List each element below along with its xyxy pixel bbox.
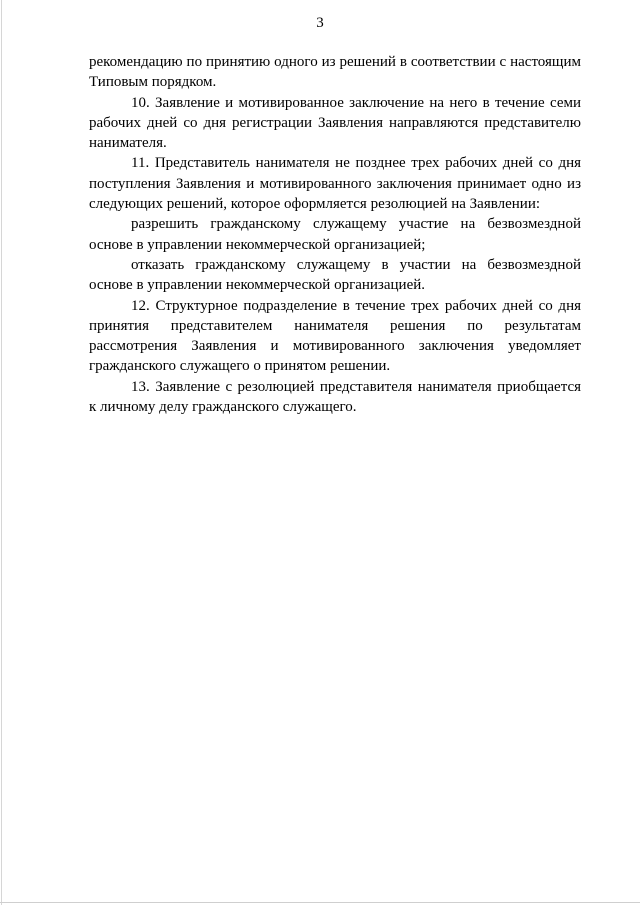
- paragraph-item-13: 13. Заявление с резолюцией представителя нанимателя приобщается к личному делу гражданского служащего.: [89, 378, 581, 416]
- paragraph-item-10: 10. Заявление и мотивированное заключение на него в течение семи рабочих дней со дня регистрации Заявления направляются представителю нанимателя.: [89, 94, 581, 152]
- paragraph-item-11: 11. Представитель нанимателя не позднее трех рабочих дней со дня поступления Заявления и мотивированного заключения принимает одно из следующих решений, которое оформляется резолюцией на Заявлении:: [89, 155, 581, 213]
- paragraph-option-refuse: отказать гражданскому служащему в участии на безвозмездной основе в управлении некоммерческой организацией.: [89, 256, 581, 294]
- document-body: [89, 52, 581, 417]
- paragraph-item-12: 12. Структурное подразделение в течение трех рабочих дней со дня принятия представителем нанимателя решения по результатам рассмотрения Заявления и мотивированного заключения уведомляет гражданского служащего о принятом решении.: [89, 297, 581, 375]
- paragraph-option-allow: разрешить гражданскому служащему участие на безвозмездной основе в управлении некоммерческой организацией;: [89, 216, 581, 253]
- scan-bottom-edge: [0, 902, 640, 903]
- paragraph-continuation: рекомендацию по принятию одного из решений в соответствии с настоящим Типовым порядком.: [89, 54, 581, 91]
- scan-left-edge: [1, 0, 2, 905]
- page-number: 3: [316, 15, 324, 31]
